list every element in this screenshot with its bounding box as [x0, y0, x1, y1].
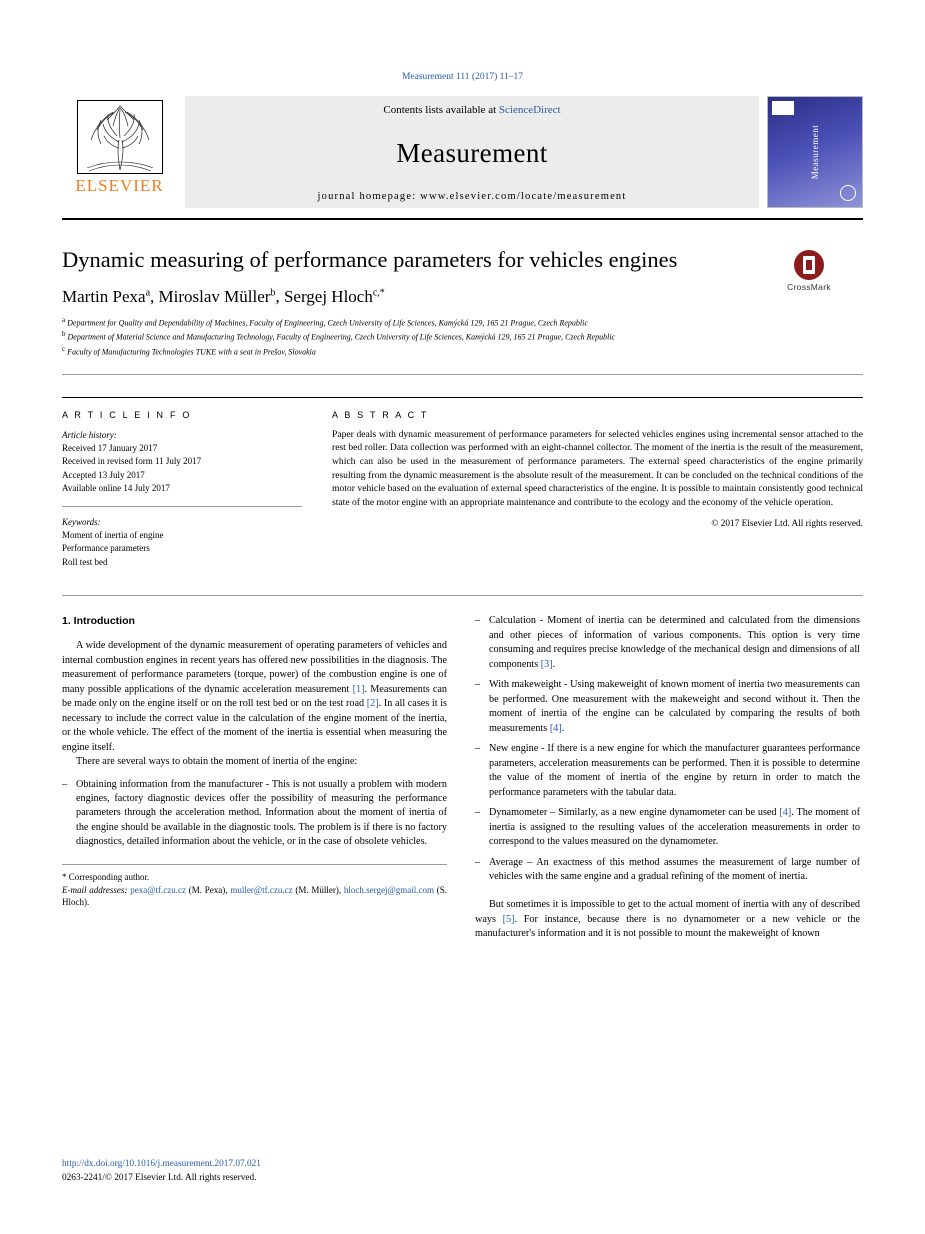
elsevier-logo — [62, 96, 177, 208]
journal-masthead — [62, 96, 863, 208]
journal-title: Measurement — [396, 138, 548, 168]
history-item: Accepted 13 July 2017 — [62, 469, 145, 480]
abstract-text: Paper deals with dynamic measurement of performance parameters for selected vehicles engines using incremental sensor attached to the rest bed roller. Data collection was performed with an eight-channel collector. The moment of the inertia is the result of the measurement, which can also be used in the measurement of performance parameters. The external speed characteristics of the engine primarily resulting from the dynamic measurement is the absolute result of the measurement. It can be concluded on the technical conditions of the motor vehicle based on the evaluation of external speed characteristics of the engine. It is possible to maintain consistently good technical state of the motor engine with an appropriate maintenance and contribute to the ecology and the economy of the vehicle operation. — [332, 428, 863, 508]
email-owner: (M. Pexa), — [188, 884, 228, 895]
list-item: – New engine - If there is a new engine for which the manufacturer guarantees performance parameters, acceleration measurements can be performed. Then it is possible to determine the value of the moment of inertia of the engine by return in order to match the performance parameters with the tabular data. — [475, 742, 860, 800]
page-footer — [62, 1158, 261, 1186]
history-item: Available online 14 July 2017 — [62, 483, 170, 494]
corresponding-author-note: * Corresponding author. — [62, 871, 150, 882]
abstract-heading: A B S T R A C T — [332, 409, 429, 420]
affiliation-item: $^b$ Department of Material Science and Manufacturing Technology, Faculty of Engineering, Czech University of Life Sciences, Kamýcká 129, 165 21 Prague, Czech Republic — [62, 330, 616, 342]
info-abstract-region — [62, 397, 863, 570]
title-block — [62, 246, 863, 358]
info-separator — [62, 506, 302, 507]
email-address[interactable]: pexa@tf.czu.cz — [130, 884, 186, 895]
keywords-label: Keywords: — [62, 516, 101, 527]
keyword-item: Roll test bed — [62, 556, 108, 567]
history-item: Received in revised form 11 July 2017 — [62, 456, 202, 467]
list-item: – Obtaining information from the manufacturer - This is not usually a problem with modern engines, factory diagnostic devices offer the possibility of measuring the performance parameters through the acceleration method. Information about the moment of inertia of the engine should be available in the diagnostic tools. The problem is if there is no factory diagnostics, detailed information about the vehicle, or in the case of obsolete vehicles. — [62, 778, 447, 850]
page-title: Dynamic measuring of performance parameters for vehicles engines — [62, 247, 678, 272]
email-label: E-mail addresses: — [62, 884, 128, 895]
cover-emblem-icon — [840, 185, 856, 201]
footnote-block — [62, 864, 447, 909]
section-heading-introduction: 1. Introduction — [62, 615, 135, 628]
email-owner: (S. Hloch). — [62, 884, 448, 908]
elsevier-wordmark: ELSEVIER — [75, 176, 164, 195]
article-info-heading: A R T I C L E I N F O — [62, 409, 192, 420]
affiliation-item: $^a$ Department for Quality and Dependability of Machines, Faculty of Engineering, Czech University of Life Sciences, Kamýcká 129, 165 21 Prague, Czech Republic — [62, 316, 588, 328]
list-item: – Average – An exactness of this method assumes the measurement of large number of vehicles with the same engine and a gradual refining of the moment of inertia. — [475, 856, 860, 885]
crossmark-label: CrossMark — [787, 282, 831, 292]
crossmark-badge[interactable] — [755, 250, 863, 292]
elsevier-tree-icon — [77, 100, 163, 174]
affiliation-item: $^c$ Faculty of Manufacturing Technologies TUKE with a seat in Prešov, Slovakia — [62, 344, 316, 357]
doi-link[interactable]: http://dx.doi.org/10.1016/j.measurement.2017.07.021 — [62, 1159, 261, 1170]
abstract-column — [332, 398, 863, 570]
left-bullet-list — [62, 778, 447, 850]
article-info-column — [62, 398, 302, 570]
journal-cover-thumbnail — [767, 96, 863, 208]
contents-prefix: Contents lists available at — [383, 104, 499, 116]
masthead-center — [185, 96, 759, 208]
crossmark-icon — [794, 250, 824, 280]
body-paragraph: A wide development of the dynamic measurement of operating parameters of vehicles and internal combustion engines in recent years has offered new possibilities in the diagnosis. The measurement of performance parameters (torque, power) of the combustion engine is one of many possible applications of the dynamic acceleration measurement [1]. Measurements can be made only on the engine itself or on the roll test bed or on the test road [2]. In all cases it is necessary to include the correct value in the calculation of the engine moment of the inertia, or the whole vehicle. The effect of the moment of the inertia is essential when measuring the engine itself. — [62, 640, 448, 753]
keyword-item: Moment of inertia of engine — [62, 529, 164, 540]
email-address[interactable]: muller@tf.czu.cz — [230, 884, 293, 895]
sciencedirect-link[interactable]: ScienceDirect — [498, 104, 561, 116]
left-column — [62, 614, 447, 942]
history-item: Received 17 January 2017 — [62, 442, 158, 453]
body-divider — [62, 595, 863, 596]
body-columns — [62, 614, 863, 942]
right-bullet-list — [475, 614, 860, 884]
body-paragraph: But sometimes it is impossible to get to the actual moment of inertia with any of described ways [5]. For instance, because there is no dynamometer or a new vehicle or the manufacturer's information and it is not possible to mount the makeweight of known — [475, 899, 860, 940]
journal-homepage[interactable]: journal homepage: www.elsevier.com/locate/measurement — [317, 191, 627, 202]
issn-copyright: 0263-2241/© 2017 Elsevier Ltd. All rights reserved. — [62, 1173, 257, 1184]
email-owner: (M. Müller), — [295, 884, 342, 895]
cover-header-block — [772, 101, 794, 115]
info-divider-top — [62, 374, 863, 375]
abstract-copyright: © 2017 Elsevier Ltd. All rights reserved. — [711, 519, 863, 530]
email-line — [62, 884, 447, 910]
body-paragraph: There are several ways to obtain the moment of inertia of the engine: — [76, 756, 358, 768]
list-item: – With makeweight - Using makeweight of known moment of inertia two measurements can be performed. One measurement with the makeweight and second without it. Then the moment of inertia of the engine can be calculated by comparing the results of both measurements [4]. — [475, 678, 860, 736]
keyword-item: Performance parameters — [62, 543, 150, 554]
author-list: Martin Pexa$^a$, Miroslav Müller$^b$, Sergej Hloch$^{c,*}$ — [62, 287, 385, 306]
article-history-label: Article history: — [62, 429, 117, 440]
cover-title: Measurement — [809, 124, 820, 180]
list-item: – Calculation - Moment of inertia can be determined and calculated from the dimensions and other pieces of information of various components. This option is very time consuming and requires precise knowledge of the mechanical design and dimensions of all components [3]. — [475, 614, 860, 672]
journal-reference: Measurement 111 (2017) 11–17 — [401, 72, 524, 82]
email-address[interactable]: hloch.sergej@gmail.com — [343, 884, 435, 895]
list-item: – Dynamometer – Similarly, as a new engine dynamometer can be used [4]. The moment of inertia is assigned to the resulting values of the acceleration measurements in order to correspond to the values measured on the dynamometer. — [475, 806, 860, 849]
affiliations — [62, 315, 863, 358]
contents-available-line — [383, 104, 560, 116]
masthead-divider — [62, 218, 863, 220]
right-column — [475, 614, 860, 942]
